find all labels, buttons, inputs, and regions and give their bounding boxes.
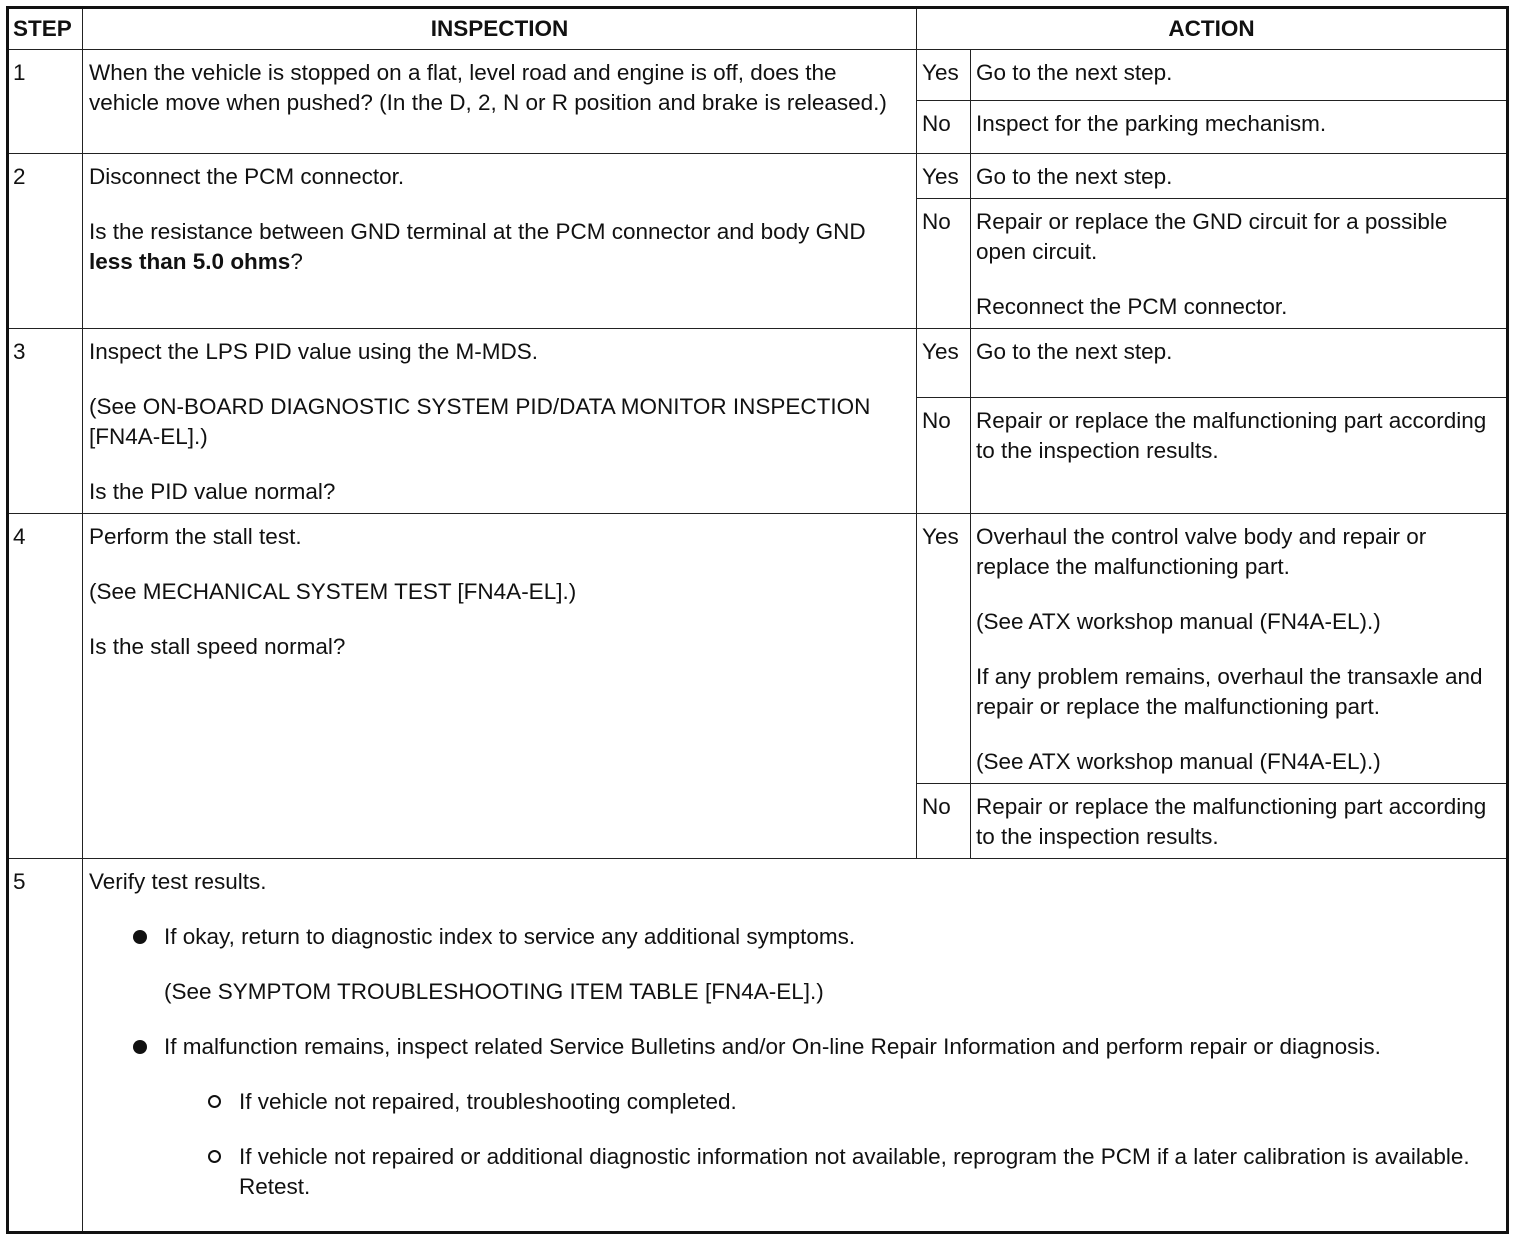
question-end: ? <box>290 249 303 274</box>
action-text: Go to the next step. <box>976 339 1173 364</box>
verify-bullet-ok <box>89 922 1498 952</box>
step-2-inspection <box>83 154 917 329</box>
step-4-no-action <box>971 784 1508 859</box>
yes-label: Yes <box>917 514 971 784</box>
step-1-no-action <box>971 101 1508 154</box>
action-text: Repair or replace the GND circuit for a possible open circuit. <box>976 209 1448 264</box>
step-3-yes-row <box>8 329 1508 398</box>
inspection-question: Is the PID value normal? <box>89 479 336 504</box>
bullet-ring-icon <box>208 1095 221 1108</box>
inspection-text: Inspect the LPS PID value using the M-MDS. <box>89 339 538 364</box>
step-number: 3 <box>8 329 83 514</box>
step-3-yes-action <box>971 329 1508 398</box>
no-label: No <box>917 199 971 329</box>
step-4-yes-action <box>971 514 1508 784</box>
bullet-ring-icon <box>208 1150 221 1163</box>
question-threshold: less than 5.0 ohms <box>89 249 291 274</box>
action-reference: (See ATX workshop manual (FN4A-EL).) <box>976 749 1381 774</box>
bullet-text: If okay, return to diagnostic index to service any additional symptoms. <box>164 924 856 949</box>
action-text: Reconnect the PCM connector. <box>976 294 1288 319</box>
verify-bullet-malfunction <box>89 1032 1498 1062</box>
question-text: Is the resistance between GND terminal at the PCM connector and body GND <box>89 219 866 244</box>
subbullet-text: If vehicle not repaired, troubleshooting completed. <box>239 1089 737 1114</box>
bullet-dot-icon <box>133 930 147 944</box>
action-text: Overhaul the control valve body and repair or replace the malfunctioning part. <box>976 524 1427 579</box>
action-text: Repair or replace the malfunctioning part according to the inspection results. <box>976 407 1487 463</box>
action-reference: (See ATX workshop manual (FN4A-EL).) <box>976 609 1381 634</box>
inspection-reference: (See MECHANICAL SYSTEM TEST [FN4A-EL].) <box>89 579 577 604</box>
step-number: 4 <box>8 514 83 859</box>
step-2-yes-row <box>8 154 1508 199</box>
no-label: No <box>917 784 971 859</box>
step-4-yes-row <box>8 514 1508 784</box>
inspection-text: Perform the stall test. <box>89 524 302 549</box>
verify-results-cell <box>83 859 1508 1233</box>
yes-label: Yes <box>917 50 971 101</box>
verify-subbullet-not-repaired <box>89 1087 1498 1117</box>
action-text: Inspect for the parking mechanism. <box>976 111 1327 136</box>
verify-subbullet-reprogram <box>89 1142 1498 1202</box>
step-number: 2 <box>8 154 83 329</box>
no-label: No <box>917 101 971 154</box>
troubleshooting-table <box>6 6 1509 1234</box>
verify-title: Verify test results. <box>89 869 267 894</box>
step-3-no-action <box>971 397 1508 513</box>
diagnostic-procedure-page <box>6 6 1506 1220</box>
inspection-text: When the vehicle is stopped on a flat, level road and engine is off, does the vehicle move when pushed? (In the D, 2, N or R position and brake is released.) <box>89 60 887 115</box>
action-text: Repair or replace the malfunctioning part according to the inspection results. <box>976 794 1487 849</box>
yes-label: Yes <box>917 329 971 398</box>
inspection-question <box>89 217 908 277</box>
bullet-text: If malfunction remains, inspect related Service Bulletins and/or On-line Repair Information and perform repair or diagnosis. <box>164 1034 1381 1059</box>
action-text: Go to the next step. <box>976 60 1173 85</box>
step-1-yes-row <box>8 50 1508 101</box>
step-1-yes-action <box>971 50 1508 101</box>
step-1-inspection <box>83 50 917 154</box>
step-2-yes-action <box>971 154 1508 199</box>
step-number: 1 <box>8 50 83 154</box>
step-column-header: STEP <box>8 8 83 50</box>
inspection-text: Disconnect the PCM connector. <box>89 164 405 189</box>
no-label: No <box>917 397 971 513</box>
subbullet-text: If vehicle not repaired or additional diagnostic information not available, reprogram the PCM if a later calibration is available. Retest. <box>239 1144 1470 1199</box>
bullet-dot-icon <box>133 1040 147 1054</box>
action-text: Go to the next step. <box>976 164 1173 189</box>
header-row <box>8 8 1508 50</box>
step-4-inspection <box>83 514 917 859</box>
step-2-no-action <box>971 199 1508 329</box>
verify-bullet-ok-reference: (See SYMPTOM TROUBLESHOOTING ITEM TABLE [FN4A-EL].) <box>164 979 824 1004</box>
step-3-inspection <box>83 329 917 514</box>
action-column-header: ACTION <box>917 8 1508 50</box>
inspection-reference: (See ON-BOARD DIAGNOSTIC SYSTEM PID/DATA MONITOR INSPECTION [FN4A-EL].) <box>89 394 871 449</box>
step-number: 5 <box>8 859 83 1233</box>
inspection-column-header: INSPECTION <box>83 8 917 50</box>
action-text: If any problem remains, overhaul the transaxle and repair or replace the malfunctioning part. <box>976 664 1483 719</box>
step-5-row <box>8 859 1508 1233</box>
inspection-question: Is the stall speed normal? <box>89 634 346 659</box>
yes-label: Yes <box>917 154 971 199</box>
